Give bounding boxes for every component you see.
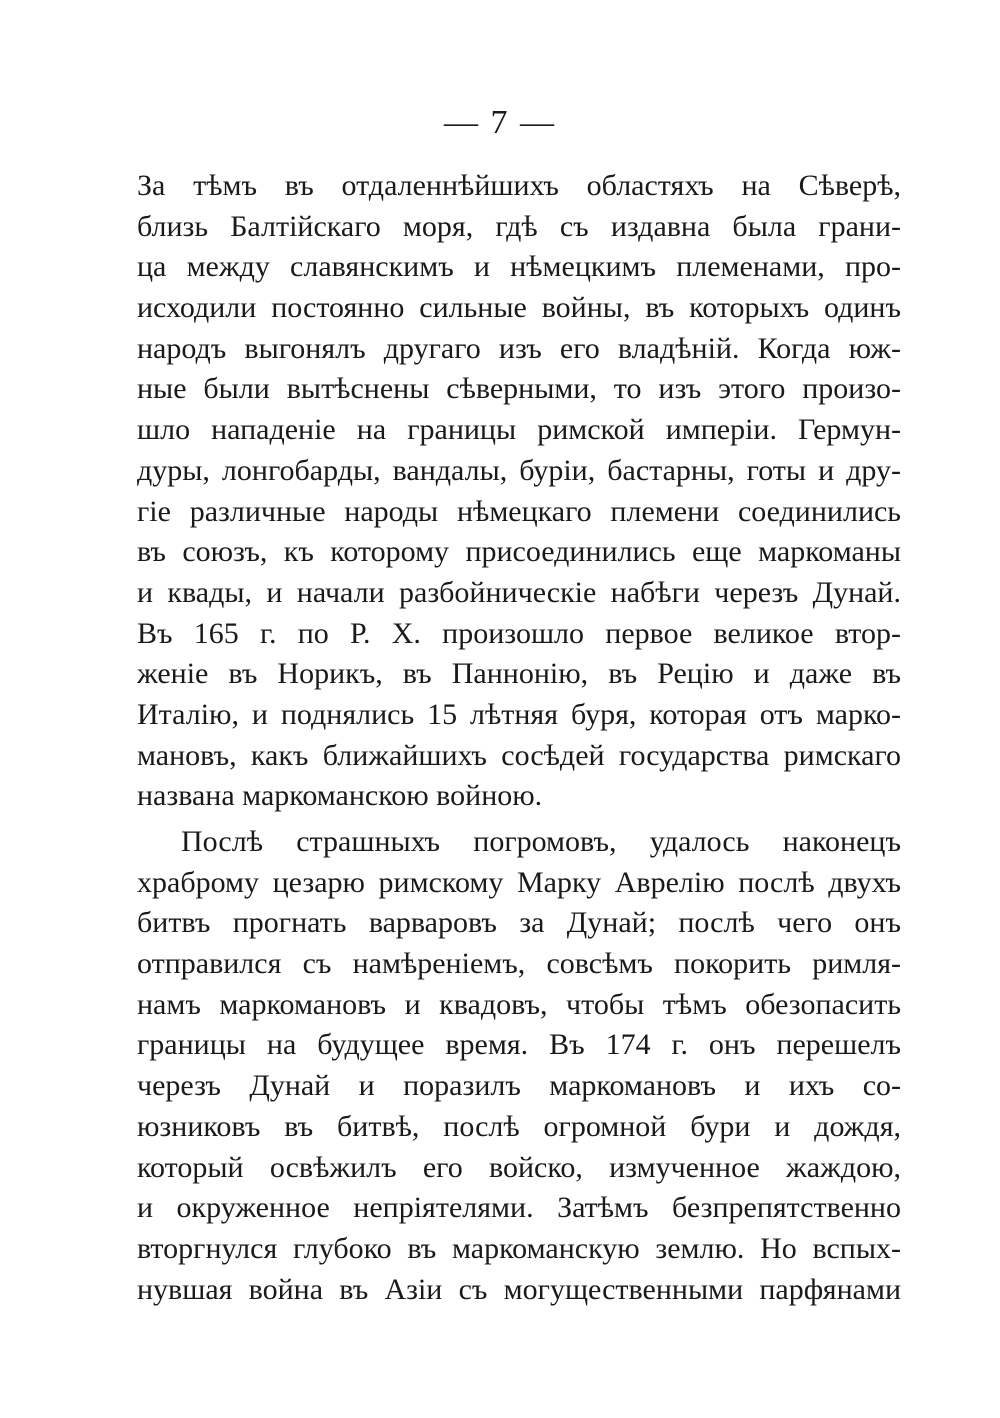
paragraph-2 <box>137 822 901 1310</box>
text-line: гіе различные народы нѣмецкаго племени соединились <box>137 494 901 528</box>
text-line: черезъ Дунай и поразилъ маркомановъ и ихъ со- <box>137 1069 901 1103</box>
text-line: За тѣмъ въ отдаленнѣйшихъ областяхъ на Сѣверѣ, <box>137 169 901 202</box>
text-line: который освѣжилъ его войско, измученное жаждою, <box>137 1150 901 1184</box>
text-line: храброму цезарю римскому Марку Аврелію послѣ двухъ <box>137 865 901 899</box>
text-line: мановъ, какъ ближайшихъ сосѣдей государства римскаго <box>137 738 901 772</box>
text-line: границы на будущее время. Въ 174 г. онъ перешелъ <box>137 1028 901 1062</box>
text-line: Италію, и поднялись 15 лѣтняя буря, которая отъ марко- <box>137 697 901 731</box>
text-line: шло нападеніе на границы римской имперіи. Гермун- <box>137 413 901 447</box>
text-line: Въ 165 г. по Р. Х. произошло первое великое втор- <box>137 616 901 650</box>
text-line: женіе въ Норикъ, въ Паннонію, въ Рецію и даже въ <box>137 657 901 691</box>
text-line: исходили постоянно сильные войны, въ которыхъ одинъ <box>137 291 901 325</box>
text-line: Послѣ страшныхъ погромовъ, удалось наконецъ <box>181 825 901 858</box>
text-line: нувшая война въ Азіи съ могущественными парфянами <box>137 1272 901 1306</box>
text-line: въ союзъ, къ которому присоединились еще маркоманы <box>137 535 901 569</box>
page-number: — 7 — <box>444 104 556 141</box>
text-line: и окруженное непріятелями. Затѣмъ безпрепятственно <box>137 1191 901 1225</box>
text-line: намъ маркомановъ и квадовъ, чтобы тѣмъ обезопасить <box>137 987 901 1021</box>
text-line: ца между славянскимъ и нѣмецкимъ племенами, про- <box>137 250 901 284</box>
text-line: близь Балтійскаго моря, гдѣ съ издавна была грани- <box>137 209 901 243</box>
text-line: отправился съ намѣреніемъ, совсѣмъ покорить римля- <box>137 947 901 981</box>
text-line: юзниковъ въ битвѣ, послѣ огромной бури и дождя, <box>137 1109 901 1143</box>
text-line: названа маркоманскою войною. <box>137 779 543 813</box>
text-line: народъ выгонялъ другаго изъ его владѣній. Когда юж- <box>137 331 901 365</box>
text-line: битвъ прогнать варваровъ за Дунай; послѣ чего онъ <box>137 906 901 940</box>
text-line: дуры, лонгобарды, вандалы, буріи, бастарны, готы и дру- <box>137 453 901 487</box>
text-line: и квады, и начали разбойническіе набѣги черезъ Дунай. <box>137 575 901 609</box>
text-line: ные были вытѣснены сѣверными, то изъ этого произо- <box>137 372 901 406</box>
paragraph-1 <box>137 166 901 817</box>
text-line: вторгнулся глубоко въ маркоманскую землю. Но вспых- <box>137 1231 901 1265</box>
